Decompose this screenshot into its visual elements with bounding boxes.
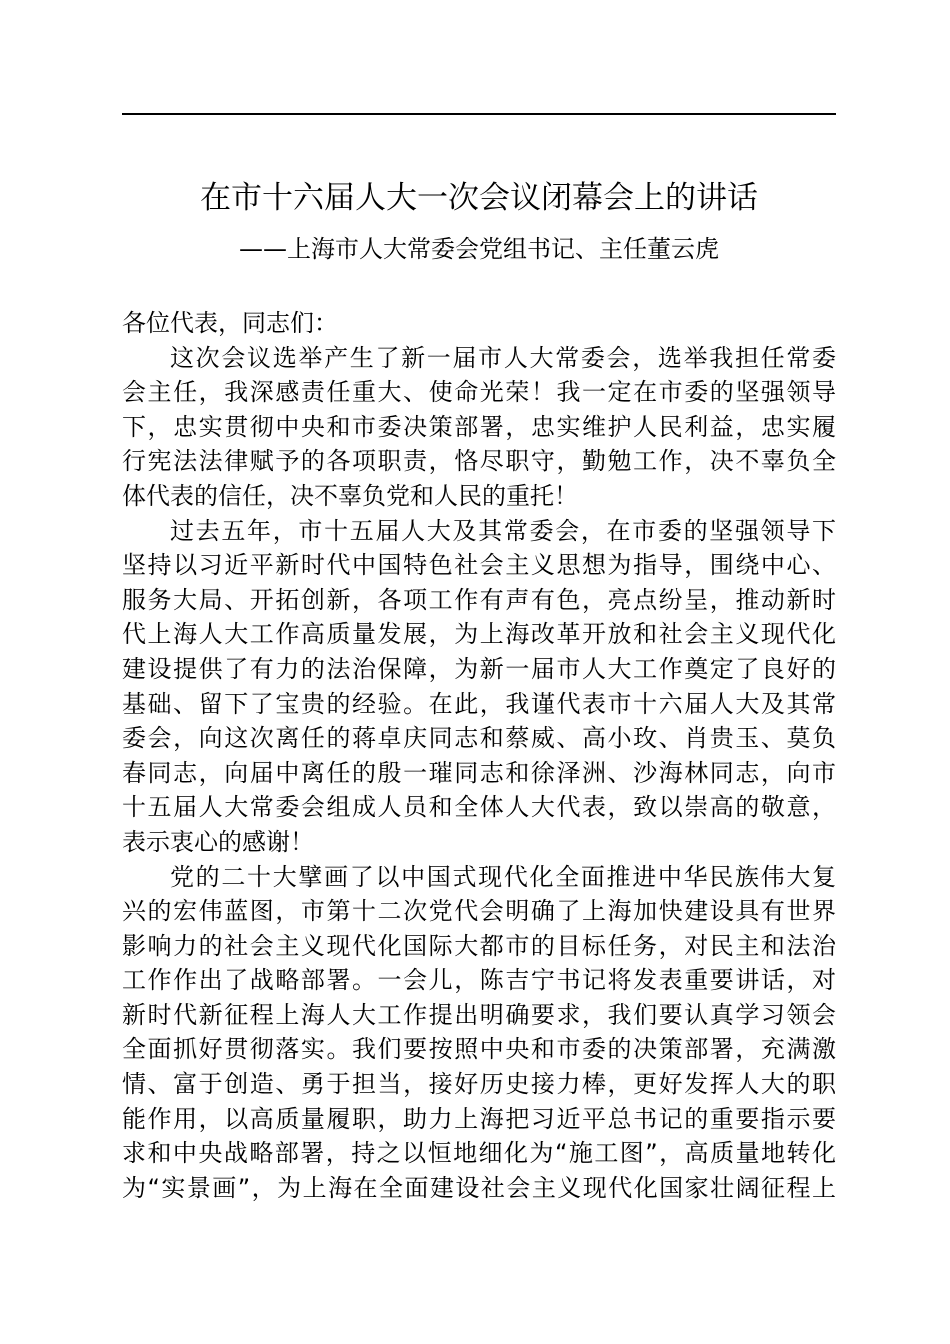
text-line: 坚持以习近平新时代中国特色社会主义思想为指导，围绕中心、 [122,551,836,580]
text-line: 行宪法法律赋予的各项职责，恪尽职守，勤勉工作，决不辜负全 [122,447,836,476]
header-rule [122,113,836,115]
text-line: 表示衷心的感谢！ [122,827,314,856]
paragraph-3 [122,860,836,1206]
text-line: 能作用，以高质量履职，助力上海把习近平总书记的重要指示要 [122,1104,836,1133]
text-line: 过去五年，市十五届人大及其常委会，在市委的坚强领导下 [170,516,836,545]
text-line: 十五届人大常委会组成人员和全体人大代表，致以崇高的敬意， [122,793,836,822]
text-line: 会主任，我深感责任重大、使命光荣！我一定在市委的坚强领导 [122,378,836,407]
text-line: 新时代新征程上海人大工作提出明确要求，我们要认真学习领会 [122,1000,836,1029]
text-line: 为“实景画”，为上海在全面建设社会主义现代化国家壮阔征程上 [122,1173,836,1202]
text-line: 服务大局、开拓创新，各项工作有声有色，亮点纷呈，推动新时 [122,585,836,614]
text-line: 工作作出了战略部署。一会儿，陈吉宁书记将发表重要讲话，对 [122,966,836,995]
text-line: 下，忠实贯彻中央和市委决策部署，忠实维护人民利益，忠实履 [122,412,836,441]
text-line: 这次会议选举产生了新一届市人大常委会，选举我担任常委 [170,343,836,372]
text-line: 基础、留下了宝贵的经验。在此，我谨代表市十六届人大及其常 [122,689,836,718]
text-line: 兴的宏伟蓝图，市第十二次党代会明确了上海加快建设具有世界 [122,897,836,926]
text-line: 体代表的信任，决不辜负党和人民的重托！ [122,481,578,510]
text-line: 春同志，向届中离任的殷一璀同志和徐泽洲、沙海林同志，向市 [122,758,836,787]
text-line: 全面抓好贯彻落实。我们要按照中央和市委的决策部署，充满激 [122,1035,836,1064]
text-line: 委会，向这次离任的蒋卓庆同志和蔡威、高小玫、肖贵玉、莫负 [122,724,836,753]
text-line: 影响力的社会主义现代化国际大都市的目标任务，对民主和法治 [122,931,836,960]
speech-subtitle: ——上海市人大常委会党组书记、主任董云虎 [239,235,719,263]
paragraph-1 [122,341,836,514]
text-line: 建设提供了有力的法治保障，为新一届市人大工作奠定了良好的 [122,654,836,683]
text-line: 情、富于创造、勇于担当，接好历史接力棒，更好发挥人大的职 [122,1070,836,1099]
paragraph-2 [122,514,836,860]
text-line: 代上海人大工作高质量发展，为上海改革开放和社会主义现代化 [122,620,836,649]
text-line: 党的二十大擘画了以中国式现代化全面推进中华民族伟大复 [170,862,836,891]
speech-title: 在市十六届人大一次会议闭幕会上的讲话 [200,180,758,216]
greeting: 各位代表，同志们： [122,309,338,337]
text-line: 求和中央战略部署，持之以恒地细化为“施工图”，高质量地转化 [122,1139,836,1168]
speech-body [122,306,836,1205]
